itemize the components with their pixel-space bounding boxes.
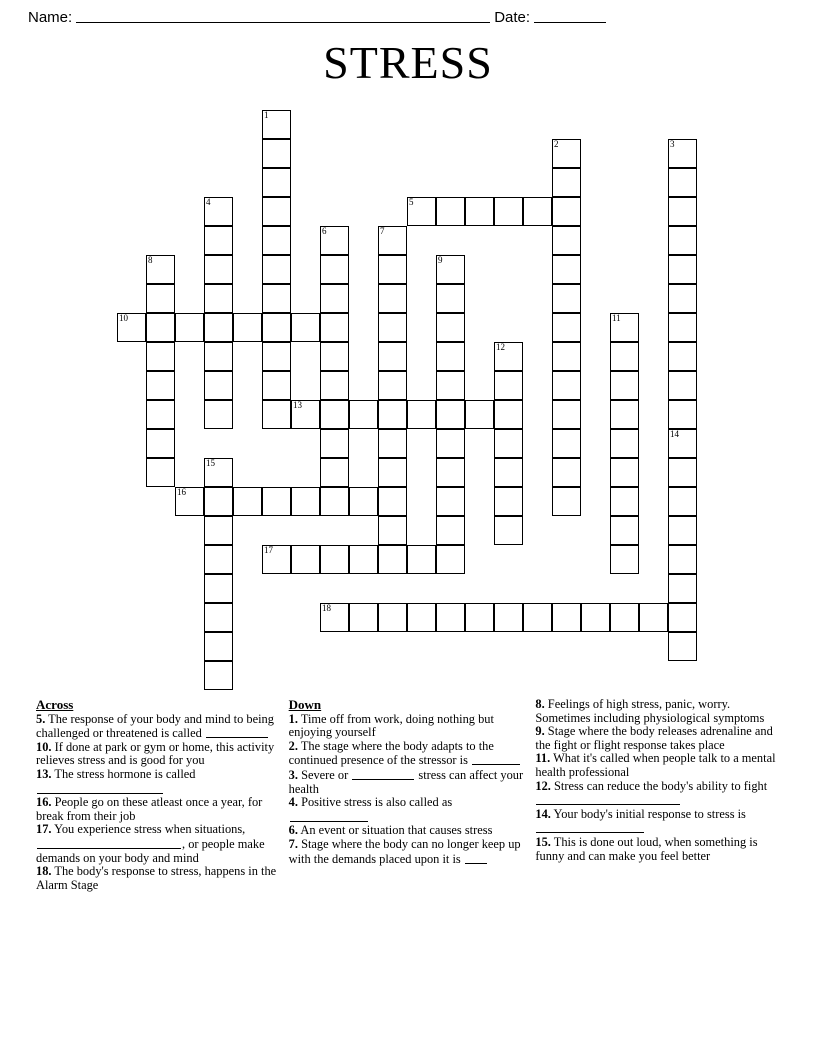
grid-cell-number: 8	[148, 255, 153, 265]
clue-number: 18.	[36, 864, 52, 879]
grid-cell[interactable]	[552, 371, 581, 400]
grid-cell[interactable]	[668, 139, 697, 168]
grid-cell-number: 10	[119, 313, 128, 323]
grid-cell[interactable]	[668, 342, 697, 371]
clue-across-13[interactable]	[36, 768, 279, 796]
grid-cell[interactable]	[523, 197, 552, 226]
grid-cell[interactable]	[668, 632, 697, 661]
grid-cell[interactable]	[204, 487, 233, 516]
grid-cell[interactable]	[668, 545, 697, 574]
answer-blank	[536, 821, 644, 833]
grid-cell[interactable]	[610, 400, 639, 429]
clue-number: 8.	[535, 697, 545, 711]
grid-cell[interactable]	[668, 458, 697, 487]
grid-cell[interactable]	[291, 545, 320, 574]
grid-cell[interactable]	[494, 400, 523, 429]
grid-cell[interactable]	[465, 400, 494, 429]
clue-number: 12.	[535, 778, 551, 793]
clue-down-8[interactable]	[535, 698, 780, 725]
grid-cell[interactable]	[378, 284, 407, 313]
clue-across-17[interactable]	[36, 823, 279, 865]
grid-cell[interactable]	[610, 371, 639, 400]
grid-cell[interactable]	[378, 400, 407, 429]
grid-cell[interactable]	[349, 400, 378, 429]
grid-cell[interactable]	[262, 139, 291, 168]
grid-cell[interactable]	[320, 284, 349, 313]
grid-cell[interactable]	[117, 313, 146, 342]
grid-cell[interactable]	[436, 487, 465, 516]
clue-number: 1.	[288, 711, 298, 726]
clue-text: Your body's initial response to stress is	[535, 807, 746, 836]
grid-cell[interactable]	[262, 168, 291, 197]
page-title: STRESS	[323, 37, 493, 88]
grid-cell[interactable]	[320, 255, 349, 284]
grid-cell-number: 17	[264, 545, 273, 555]
grid-cell[interactable]	[668, 226, 697, 255]
grid-cell[interactable]	[204, 632, 233, 661]
grid-cell-number: 11	[612, 313, 621, 323]
grid-cell[interactable]	[552, 342, 581, 371]
name-label: Name:	[28, 9, 73, 26]
grid-cell[interactable]	[668, 313, 697, 342]
answer-blank	[472, 753, 520, 765]
grid-cell[interactable]	[407, 197, 436, 226]
grid-cell[interactable]	[378, 545, 407, 574]
grid-cell[interactable]	[494, 458, 523, 487]
grid-cell[interactable]	[494, 197, 523, 226]
grid-cell[interactable]	[146, 313, 175, 342]
grid-cell[interactable]	[349, 603, 378, 632]
grid-cell[interactable]	[204, 574, 233, 603]
grid-cell[interactable]	[436, 284, 465, 313]
grid-cell[interactable]	[262, 313, 291, 342]
clue-down-15[interactable]	[535, 836, 780, 863]
clue-across-18[interactable]	[36, 865, 279, 892]
grid-cell[interactable]	[407, 603, 436, 632]
grid-cell[interactable]	[494, 516, 523, 545]
grid-cell[interactable]	[465, 603, 494, 632]
clue-down-11[interactable]	[535, 752, 780, 779]
grid-cell[interactable]	[320, 487, 349, 516]
grid-cell[interactable]	[436, 458, 465, 487]
clue-number: 7.	[288, 836, 298, 851]
down-clues-column-left	[289, 698, 536, 1048]
grid-cell[interactable]	[610, 458, 639, 487]
date-label: Date:	[494, 9, 531, 26]
grid-cell-number: 15	[206, 458, 215, 468]
grid-cell[interactable]	[146, 255, 175, 284]
grid-cell[interactable]	[494, 487, 523, 516]
grid-cell[interactable]	[668, 400, 697, 429]
grid-cell[interactable]	[668, 168, 697, 197]
grid-cell[interactable]	[262, 284, 291, 313]
grid-cell[interactable]	[436, 313, 465, 342]
down-heading: Down	[288, 697, 322, 712]
clue-number: 17.	[36, 822, 52, 837]
grid-cell-number: 12	[496, 342, 505, 352]
clue-number: 10.	[36, 739, 52, 754]
grid-cell[interactable]	[175, 487, 204, 516]
clue-across-10[interactable]	[36, 741, 279, 768]
down-clues-column-right	[535, 698, 780, 1048]
grid-cell[interactable]	[175, 313, 204, 342]
grid-cell[interactable]	[291, 313, 320, 342]
clue-down-2[interactable]	[289, 740, 526, 768]
grid-cell[interactable]	[262, 226, 291, 255]
clue-down-14[interactable]	[535, 808, 780, 836]
grid-cell[interactable]	[146, 371, 175, 400]
grid-cell[interactable]	[204, 342, 233, 371]
grid-cell-number: 1	[264, 110, 269, 120]
grid-cell[interactable]	[639, 603, 668, 632]
clue-across-5[interactable]	[36, 713, 279, 741]
grid-cell[interactable]	[378, 226, 407, 255]
answer-blank	[536, 793, 680, 805]
grid-cell[interactable]	[262, 110, 291, 139]
clue-text: Time off from work, doing nothing but enjoying yourself	[288, 711, 494, 740]
clue-text: Stage where the body releases adrenaline and the fight or flight response takes place	[535, 724, 773, 752]
clue-text: The stage where the body adapts to the continued presence of the stressor is	[289, 739, 521, 768]
grid-cell[interactable]	[320, 429, 349, 458]
grid-cell-number: 5	[409, 197, 414, 207]
grid-cell[interactable]	[291, 487, 320, 516]
grid-cell[interactable]	[204, 603, 233, 632]
grid-cell-number: 14	[670, 429, 679, 439]
grid-cell[interactable]	[552, 168, 581, 197]
grid-cell-number: 16	[177, 487, 186, 497]
grid-cell[interactable]	[146, 429, 175, 458]
grid-cell[interactable]	[204, 458, 233, 487]
clue-number: 5.	[36, 711, 46, 726]
grid-cell[interactable]	[146, 284, 175, 313]
answer-blank	[37, 782, 163, 794]
grid-cell[interactable]	[436, 255, 465, 284]
grid-cell[interactable]	[378, 313, 407, 342]
clue-number: 4.	[288, 795, 298, 810]
grid-cell[interactable]	[378, 342, 407, 371]
clue-down-7[interactable]	[289, 838, 526, 866]
grid-cell[interactable]	[610, 429, 639, 458]
grid-cell[interactable]	[436, 371, 465, 400]
clue-text: Stage where the body can no longer keep up with the demands placed upon it is	[288, 836, 521, 866]
clue-number: 3.	[288, 767, 298, 782]
grid-cell[interactable]	[378, 603, 407, 632]
clue-number: 2.	[288, 738, 298, 753]
clue-text: Feelings of high stress, panic, worry. Sometimes including physiological symptoms	[535, 697, 765, 725]
grid-cell[interactable]	[320, 545, 349, 574]
clue-across-16[interactable]	[36, 796, 279, 823]
grid-cell-number: 2	[554, 139, 559, 149]
grid-cell[interactable]	[204, 400, 233, 429]
answer-blank	[352, 768, 414, 780]
clue-number: 16.	[36, 795, 52, 810]
grid-cell[interactable]	[146, 458, 175, 487]
clue-text: Severe or stress can affect your health	[288, 767, 524, 796]
clue-text: People go on these atleast once a year, for break from their job	[36, 795, 263, 823]
grid-cell[interactable]	[552, 429, 581, 458]
grid-cell[interactable]	[552, 255, 581, 284]
grid-cell[interactable]	[523, 603, 552, 632]
grid-cell[interactable]	[668, 516, 697, 545]
grid-cell-number: 9	[438, 255, 443, 265]
grid-cell-number: 18	[322, 603, 331, 613]
answer-blank	[206, 726, 268, 738]
grid-cell[interactable]	[552, 226, 581, 255]
grid-cell[interactable]	[262, 255, 291, 284]
grid-cell[interactable]	[668, 197, 697, 226]
across-heading: Across	[36, 697, 74, 712]
grid-cell-number: 13	[293, 400, 302, 410]
grid-cell[interactable]	[349, 487, 378, 516]
grid-cell[interactable]	[668, 487, 697, 516]
grid-cell[interactable]	[552, 400, 581, 429]
clue-text: The response of your body and mind to being challenged or threatened is called	[36, 711, 274, 741]
grid-cell[interactable]	[668, 284, 697, 313]
grid-cell[interactable]	[204, 284, 233, 313]
grid-cell[interactable]	[407, 545, 436, 574]
grid-cell[interactable]	[204, 661, 233, 690]
grid-cell[interactable]	[610, 516, 639, 545]
clue-text: Stress can reduce the body's ability to fight	[535, 779, 767, 808]
grid-cell[interactable]	[378, 487, 407, 516]
clue-down-6[interactable]	[289, 824, 526, 838]
grid-cell[interactable]	[552, 313, 581, 342]
answer-blank	[465, 852, 487, 864]
grid-cell[interactable]	[320, 400, 349, 429]
clue-number: 14.	[535, 806, 551, 821]
grid-cell[interactable]	[552, 487, 581, 516]
grid-cell[interactable]	[320, 603, 349, 632]
clue-text: The body's response to stress, happens in the Alarm Stage	[36, 864, 277, 892]
grid-cell[interactable]	[436, 603, 465, 632]
grid-cell-number: 3	[670, 139, 675, 149]
grid-cell[interactable]	[610, 545, 639, 574]
clue-number: 9.	[535, 724, 545, 739]
clue-text: What it's called when people talk to a mental health professional	[535, 751, 776, 779]
grid-cell[interactable]	[436, 429, 465, 458]
grid-cell[interactable]	[146, 400, 175, 429]
grid-cell[interactable]	[320, 226, 349, 255]
grid-cell[interactable]	[436, 400, 465, 429]
grid-cell[interactable]	[204, 197, 233, 226]
grid-cell[interactable]	[262, 487, 291, 516]
grid-cell[interactable]	[378, 371, 407, 400]
clue-number: 13.	[36, 766, 52, 781]
clue-number: 15.	[535, 834, 551, 849]
grid-cell[interactable]	[668, 603, 697, 632]
grid-cell[interactable]	[581, 603, 610, 632]
grid-cell[interactable]	[494, 603, 523, 632]
grid-cell[interactable]	[262, 545, 291, 574]
grid-cell[interactable]	[262, 197, 291, 226]
grid-cell[interactable]	[407, 400, 436, 429]
clue-number: 11.	[535, 751, 551, 766]
clue-text: Positive stress is also called as	[289, 795, 452, 824]
grid-cell[interactable]	[146, 342, 175, 371]
grid-cell-number: 7	[380, 226, 385, 236]
grid-cell[interactable]	[320, 342, 349, 371]
grid-cell[interactable]	[668, 429, 697, 458]
clue-text: You experience stress when situations, , or people make demands on your body and mind	[36, 822, 265, 865]
grid-cell[interactable]	[378, 429, 407, 458]
clue-text: An event or situation that causes stress	[300, 823, 493, 838]
clues-section	[0, 698, 816, 1048]
grid-cell[interactable]	[378, 255, 407, 284]
grid-cell[interactable]	[552, 458, 581, 487]
grid-cell[interactable]	[349, 545, 378, 574]
grid-cell[interactable]	[320, 458, 349, 487]
clue-down-12[interactable]	[535, 780, 780, 808]
answer-blank	[290, 810, 368, 822]
grid-cell[interactable]	[262, 342, 291, 371]
grid-cell[interactable]	[204, 516, 233, 545]
grid-cell-number: 6	[322, 226, 327, 236]
grid-cell[interactable]	[494, 429, 523, 458]
clue-number: 6.	[288, 823, 298, 838]
grid-cell[interactable]	[320, 371, 349, 400]
grid-cell[interactable]	[436, 545, 465, 574]
grid-cell[interactable]	[436, 516, 465, 545]
grid-cell[interactable]	[262, 400, 291, 429]
grid-cell[interactable]	[378, 516, 407, 545]
grid-cell[interactable]	[204, 313, 233, 342]
grid-cell[interactable]	[436, 197, 465, 226]
clue-text: The stress hormone is called	[36, 767, 195, 796]
grid-cell[interactable]	[552, 139, 581, 168]
clue-text: This is done out loud, when something is funny and can make you feel better	[535, 834, 758, 863]
grid-cell-number: 4	[206, 197, 211, 207]
grid-cell[interactable]	[610, 487, 639, 516]
grid-cell[interactable]	[668, 574, 697, 603]
grid-cell[interactable]	[552, 197, 581, 226]
grid-cell[interactable]	[436, 342, 465, 371]
clue-down-1[interactable]	[289, 713, 526, 740]
grid-cell[interactable]	[668, 371, 697, 400]
answer-blank	[37, 837, 181, 849]
grid-cell[interactable]	[233, 313, 262, 342]
grid-cell[interactable]	[610, 342, 639, 371]
grid-cell[interactable]	[320, 313, 349, 342]
grid-cell[interactable]	[552, 603, 581, 632]
grid-cell[interactable]	[204, 226, 233, 255]
grid-cell[interactable]	[262, 371, 291, 400]
grid-cell[interactable]	[668, 255, 697, 284]
grid-cell[interactable]	[204, 371, 233, 400]
grid-cell[interactable]	[552, 284, 581, 313]
clue-down-3[interactable]	[289, 768, 526, 796]
grid-cell[interactable]	[610, 603, 639, 632]
across-clues-column	[36, 698, 289, 1048]
grid-cell[interactable]	[378, 458, 407, 487]
grid-cell[interactable]	[291, 400, 320, 429]
clue-text: If done at park or gym or home, this activity relieves stress and is good for you	[36, 739, 275, 768]
clue-down-9[interactable]	[535, 725, 780, 752]
grid-cell[interactable]	[204, 255, 233, 284]
grid-cell[interactable]	[465, 197, 494, 226]
grid-cell[interactable]	[204, 545, 233, 574]
grid-cell[interactable]	[494, 371, 523, 400]
grid-cell[interactable]	[610, 313, 639, 342]
clue-down-4[interactable]	[289, 796, 526, 824]
grid-cell[interactable]	[494, 342, 523, 371]
grid-cell[interactable]	[233, 487, 262, 516]
